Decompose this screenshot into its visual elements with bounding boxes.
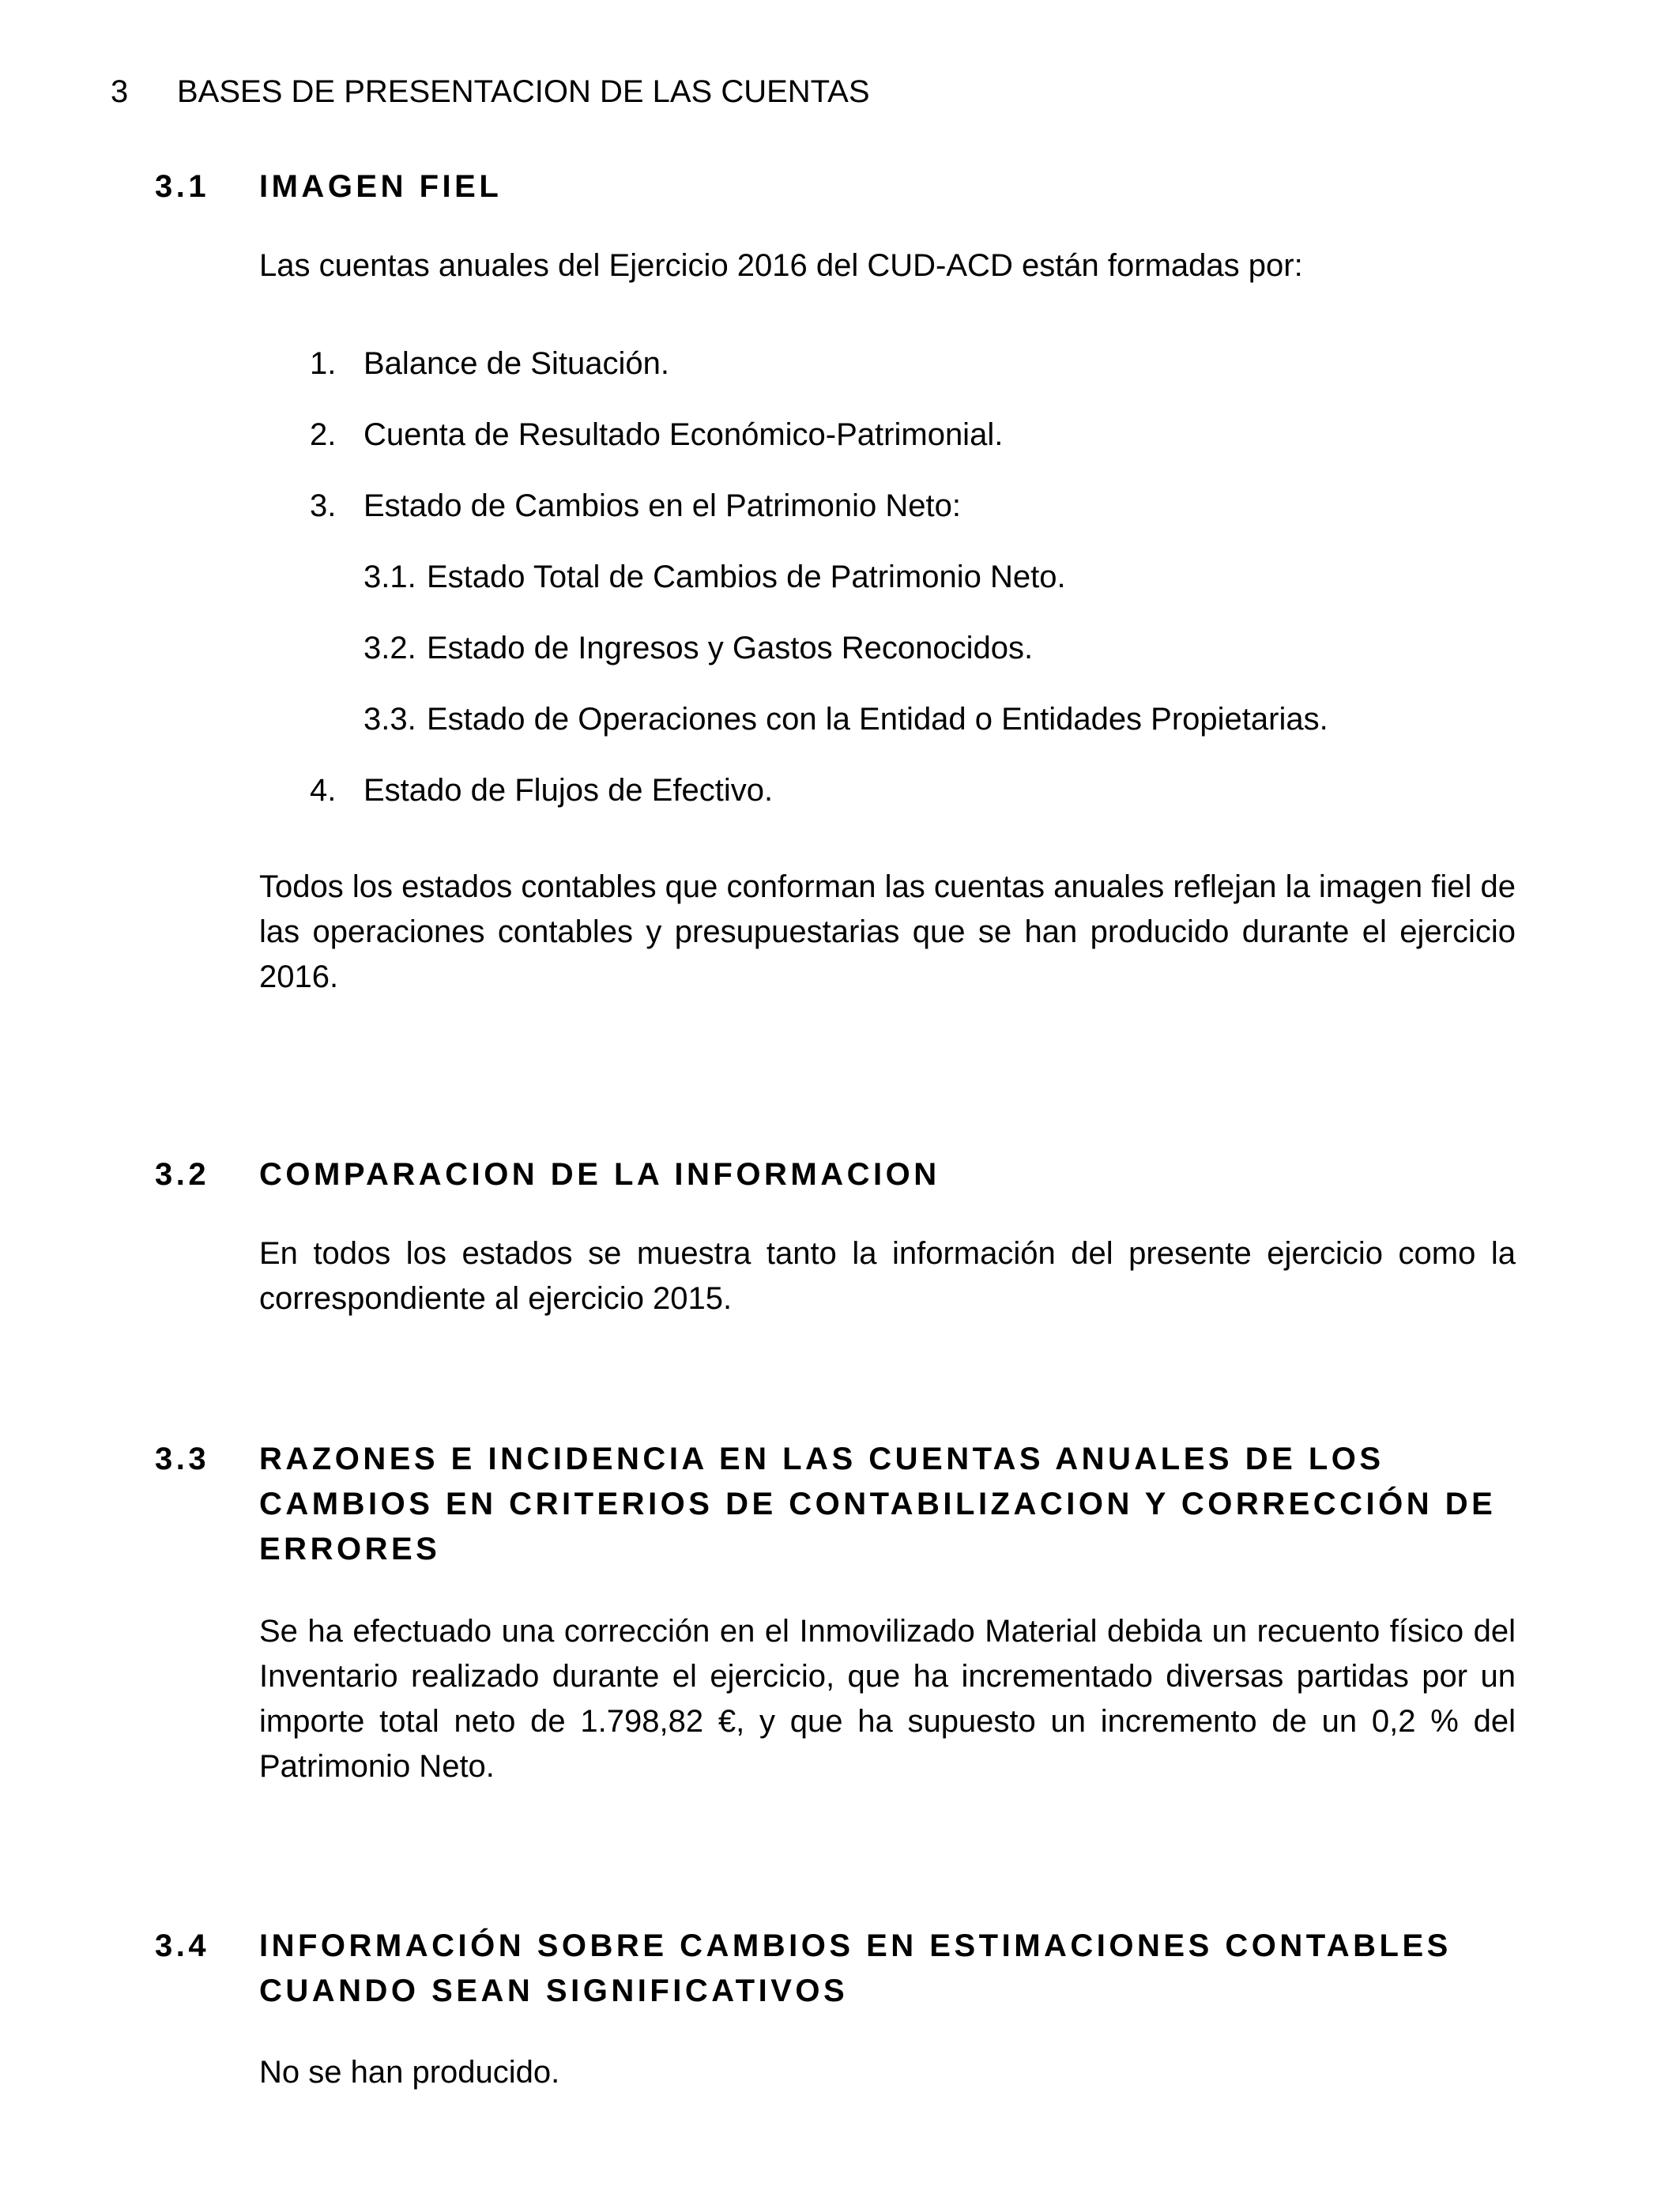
subsection-title: IMAGEN FIEL [259, 169, 503, 204]
subsection-heading-3-1 [155, 164, 1546, 209]
section-number: 3 [111, 74, 129, 109]
list-text: Estado de Operaciones con la Entidad o Entidades Propietarias. [427, 702, 1328, 737]
list-text: Estado de Ingresos y Gastos Reconocidos. [427, 631, 1034, 665]
list-marker: 2. [310, 417, 337, 452]
list-marker: 4. [310, 773, 337, 808]
list-marker: 3. [310, 488, 337, 523]
section-heading [111, 70, 870, 114]
subsection-number: 3.1 [155, 169, 210, 204]
list-text: Estado de Cambios en el Patrimonio Neto: [363, 488, 961, 523]
list-text: Estado Total de Cambios de Patrimonio Neto. [427, 560, 1066, 594]
list-text: Cuenta de Resultado Económico-Patrimonial. [363, 417, 1004, 452]
list-marker: 1. [310, 346, 337, 381]
body-paragraph: En todos los estados se muestra tanto la información del presente ejercicio como la correspondiente al ejercicio 2015. [259, 1236, 1516, 1316]
subsection-title: INFORMACIÓN SOBRE CAMBIOS EN ESTIMACIONES CONTABLES CUANDO SEAN SIGNIFICATIVOS [259, 1928, 1452, 2008]
list-text: Balance de Situación. [363, 346, 669, 381]
subsection-number: 3.2 [155, 1157, 210, 1192]
body-paragraph: Se ha efectuado una corrección en el Inmovilizado Material debida un recuento físico del Inventario realizado durante el ejercicio, que ha incrementado diversas partidas por un importe total neto de 1.798,82 €, y que ha supuesto un incremento de un 0,2 % del Patrimonio Neto. [259, 1614, 1516, 1784]
subsection-heading-3-3 [155, 1437, 1546, 1572]
subsection-heading-3-4 [155, 1924, 1546, 2014]
body-paragraph: No se han producido. [259, 2055, 560, 2090]
list-marker: 3.2. [363, 631, 416, 665]
list-marker: 3.3. [363, 702, 416, 737]
section-title: BASES DE PRESENTACION DE LAS CUENTAS [177, 74, 870, 109]
subsection-number: 3.4 [155, 1928, 210, 1963]
list-marker: 3.1. [363, 560, 416, 594]
closing-paragraph: Todos los estados contables que conforman las cuentas anuales reflejan la imagen fiel de las operaciones contables y presupuestarias que se han producido durante el ejercicio 2016. [259, 869, 1516, 994]
subsection-number: 3.3 [155, 1442, 210, 1476]
subsection-title: RAZONES E INCIDENCIA EN LAS CUENTAS ANUALES DE LOS CAMBIOS EN CRITERIOS DE CONTABILIZACION Y CORRECCIÓN DE ERRORES [259, 1442, 1497, 1566]
list-text: Estado de Flujos de Efectivo. [363, 773, 774, 808]
subsection-heading-3-2 [155, 1152, 1546, 1197]
intro-paragraph: Las cuentas anuales del Ejercicio 2016 del CUD-ACD están formadas por: [259, 248, 1303, 283]
subsection-title: COMPARACION DE LA INFORMACION [259, 1157, 940, 1192]
